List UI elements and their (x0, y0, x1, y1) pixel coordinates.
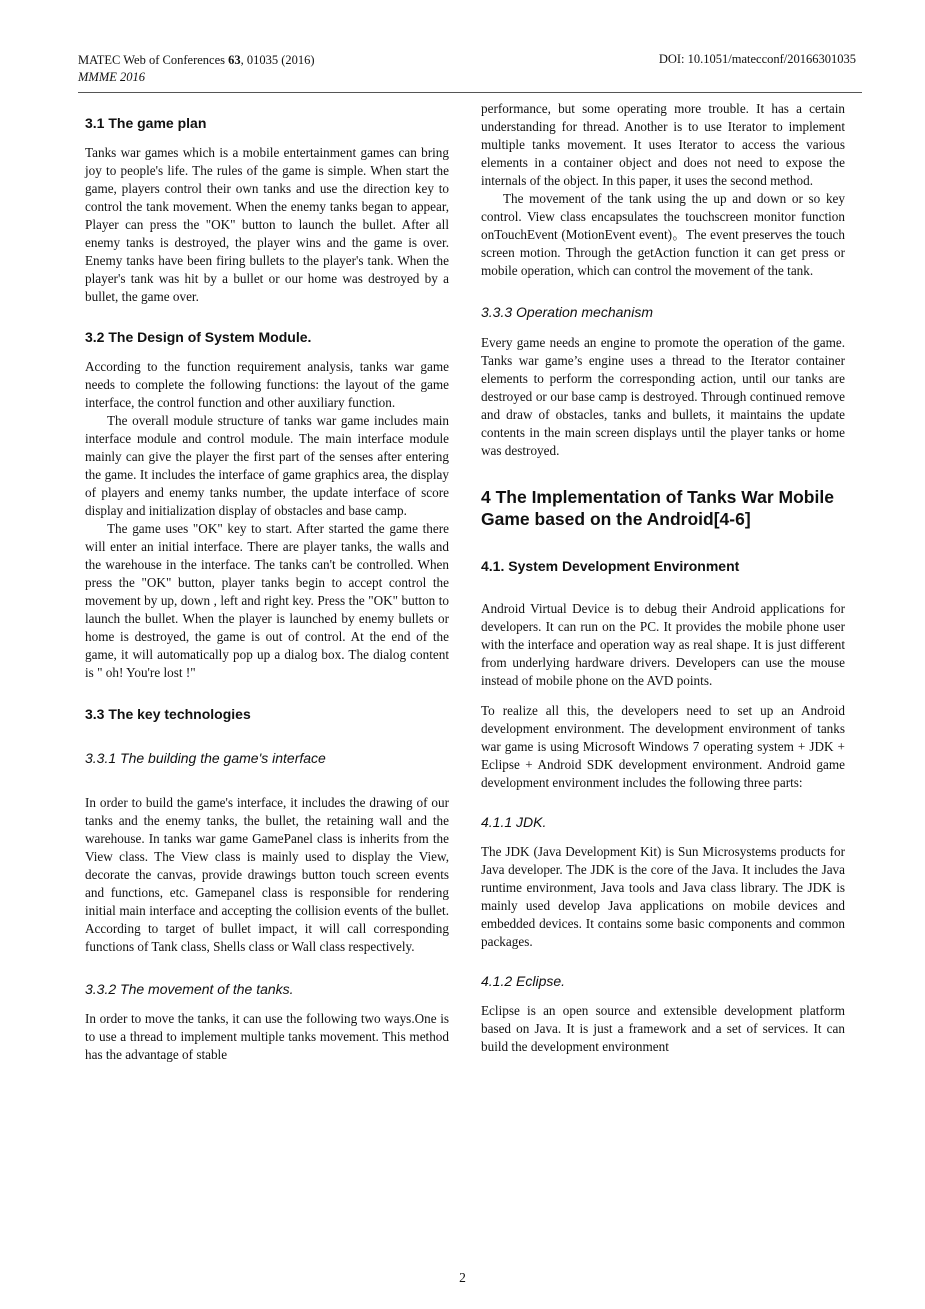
section-3-3-2-paragraph-2: The movement of the tank using the up and down or so key control. View class encapsulates the touchscreen monitor function onTouchEvent (MotionEvent event)。The event preserves the touch screen motion. Through the getAction function it can get press or mobile operation, which can control the movement of the tank. (481, 191, 845, 278)
section-3-3-1-title: 3.3.1 The building the game's interface (85, 750, 326, 766)
section-3-3-2-title: 3.3.2 The movement of the tanks. (85, 981, 294, 997)
section-4-1-2-paragraph: Eclipse is an open source and extensible development platform based on Java. It is just a framework and a set of services. It can build the development environment (481, 1003, 845, 1054)
section-3-3-2-paragraph-start: In order to move the tanks, it can use the following two ways.One is to use a thread to implement multiple tanks movement. This method has the advantage of stable (85, 1011, 449, 1062)
section-3-1-title: 3.1 The game plan (85, 115, 207, 131)
doi: DOI: 10.1051/matecconf/20166301035 (658, 52, 856, 66)
section-3-3-title: 3.3 The key technologies (85, 706, 251, 722)
header-rule (78, 92, 862, 93)
section-3-2-paragraph-2: The overall module structure of tanks war game includes main interface module and control module. The main interface module mainly can give the player the first part of the senses after entering the game. It includes the interface of game graphics area, the display of players and enemy tanks number, the update interface of score display and initialization display of obstacles and base camp. (85, 413, 449, 518)
conference-name: MMME 2016 (78, 70, 145, 84)
page-number: 2 (459, 1270, 466, 1285)
section-4-1-title: 4.1. System Development Environment (481, 558, 740, 574)
section-3-2-title: 3.2 The Design of System Module. (85, 329, 312, 345)
right-column (481, 100, 845, 1068)
section-4-1-paragraph-1: Android Virtual Device is to debug their Android applications for developers. It can run on the PC. It provides the mobile phone user with the interface and operation way as real shape. It is just different from underlying hardware drivers. Developers can use the mouse instead of mobile phone on the AVD points. (481, 601, 845, 688)
journal-citation: MATEC Web of Conferences 63, 01035 (2016) (78, 53, 315, 67)
section-3-3-1-paragraph: In order to build the game's interface, it includes the drawing of our tanks and the enemy tanks, the bullet, the retaining wall and the warehouse. In tanks war game GamePanel class is inherits from the View class. The View class is mainly used to display the View, decorate the canvas, provide drawings button touch screen events and functions, etc. Gamepanel class is responsible for rendering initial main interface and accepting the collision events of the bullet. According to target of bullet impact, it will call corresponding functions of Tank class, Shells class or Wall class respectively. (85, 795, 449, 954)
section-4-1-1-title: 4.1.1 JDK. (481, 814, 547, 830)
section-3-3-3-paragraph: Every game needs an engine to promote the operation of the game. Tanks war game’s engine uses a thread to the Iterator container elements to perform the corresponding action, until our tanks are destroyed or our base camp is destroyed. Through continued remove and draw of obstacles, tanks and bullets, it maintains the update contents in the main screen displays until the player tanks or home was destroyed. (481, 335, 845, 458)
section-3-2-paragraph-1: According to the function requirement analysis, tanks war game needs to complete the following functions: the layout of the game interface, the control function and other auxiliary function. (85, 359, 449, 410)
volume-number: 63 (228, 53, 241, 67)
running-header-left (78, 52, 315, 86)
section-4-1-1-paragraph: The JDK (Java Development Kit) is Sun Microsystems products for Java developer. The JDK is the core of the Java. It includes the Java runtime environment, Java tools and Java class library. The JDK is mainly used develop Java applications on mobile devices and embedded devices. It contains some basic components and common packages. (481, 844, 845, 949)
section-3-3-3-title: 3.3.3 Operation mechanism (481, 304, 653, 320)
section-3-2-paragraph-3: The game uses "OK" key to start. After started the game there will enter an initial interface. There are player tanks, the walls and the warehouse in the interface. The tanks can't be controlled. When press the "OK" button, player tanks begin to accept control the movement by up, down , left and right key. Press the "OK" button to launch the bullet. When the player is launched by enemy bullets or home is destroyed, the game is out of control. At the end of the game, it will automatically pop up a dialog box. The dialog content is " oh! You're lost !" (85, 521, 449, 680)
section-4-1-2-title: 4.1.2 Eclipse. (481, 973, 566, 989)
section-4-title: 4 The Implementation of Tanks War Mobile Game based on the Android[4-6] (481, 487, 834, 529)
left-column (85, 100, 449, 1076)
section-3-1-paragraph: Tanks war games which is a mobile entertainment games can bring joy to people's life. The rules of the game is simple. When start the game, players control their own tanks and use the direction key to control the tank movement. When the enemy tanks began to appear, Player can press the "OK" button to launch the bullet. After all enemy tanks is destroyed, the player wins and the game is over. Enemy tanks have been firing bullets to the player's tank. When the player's tank was hit by a bullet or our home was destroyed by a bullet, the game over. (85, 145, 449, 304)
section-4-1-paragraph-2: To realize all this, the developers need to set up an Android development environment. The development environment of tanks war game is using Microsoft Windows 7 operating system + JDK + Eclipse + Android SDK development environment. Android game development environment includes the following three parts: (481, 703, 845, 790)
section-3-3-2-paragraph-continued: performance, but some operating more trouble. It has a certain understanding for thread. Another is to use Iterator to implement multiple tanks movement. It uses Iterator to access the various elements in a container object and does not need to expose the internals of the object. In this paper, it uses the second method. (481, 101, 845, 188)
